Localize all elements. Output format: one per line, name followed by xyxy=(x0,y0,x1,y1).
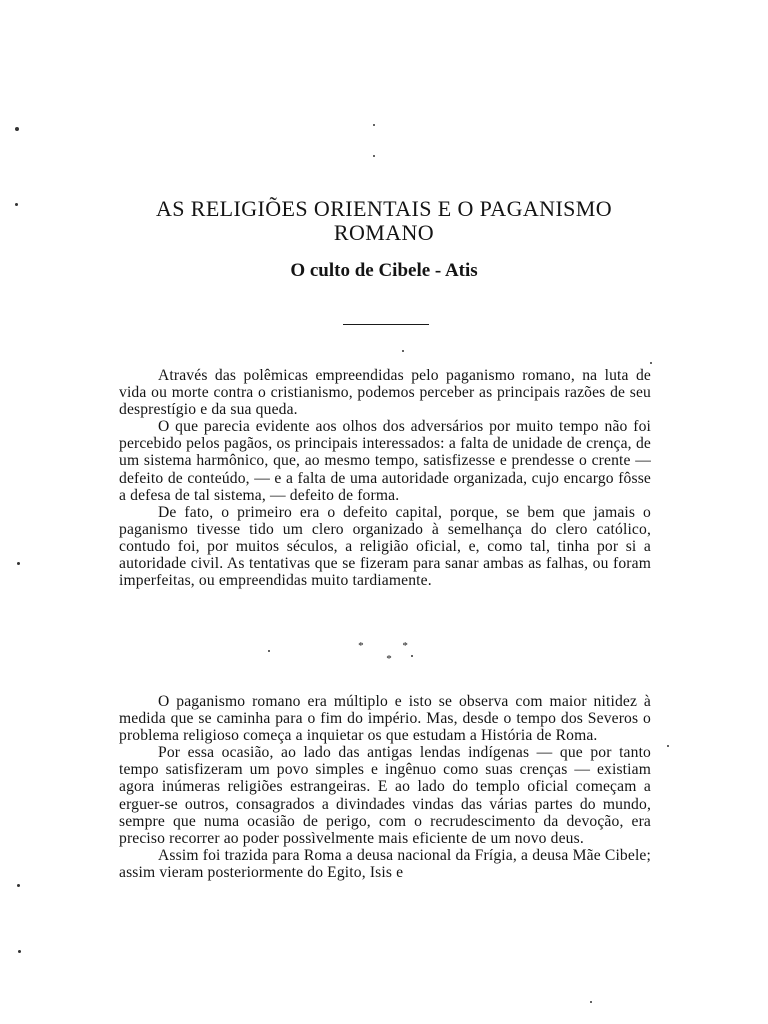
scan-speck xyxy=(411,655,413,657)
scan-speck xyxy=(17,562,20,565)
paragraph-4: O paganismo romano era múltiplo e isto se observa com maior nitidez à medida que se caminha para o fim do império. Mas, desde o tempo dos Severos o problema religioso começa a inquietar os que estudam a História de Roma. xyxy=(119,693,651,745)
paragraph-5: Por essa ocasião, ao lado das antigas lendas indígenas — que por tanto tempo satisfizeram um povo simples e ingênuo como suas crenças — existiam agora inúmeras religiões estrangeiras. E ao lado do templo oficial começam a erguer-se outros, consagrados a divindades vindas das várias partes do mundo, sempre que numa ocasião de perigo, com o recrudescimento da devoção, era preciso recorrer ao poder possìvelmente mais eficiente de um novo deus. xyxy=(119,744,651,847)
section-separator-asterisks xyxy=(330,640,440,666)
asterisks-top: * * xyxy=(358,640,426,652)
scan-speck xyxy=(650,362,652,364)
title-line-1: AS RELIGIÕES ORIENTAIS E O PAGANISMO xyxy=(155,196,613,221)
section-1 xyxy=(119,367,651,589)
scan-speck xyxy=(18,950,21,953)
paragraph-2: O que parecia evidente aos olhos dos adversários por muito tempo não foi percebido pelos pagãos, os principais interessados: a falta de unidade de crença, de um sistema harmônico, que, ao mesmo tempo, satisfizesse e prendesse o crente — defeito de conteúdo, — e a falta de uma autoridade organizada, cujo encargo fôsse a defesa de tal sistema, — defeito de forma. xyxy=(119,418,651,504)
title-divider xyxy=(343,324,429,325)
scan-speck xyxy=(15,203,18,206)
scan-speck xyxy=(15,127,19,131)
title-line-2: ROMANO xyxy=(333,220,435,245)
section-2 xyxy=(119,693,651,881)
scan-speck xyxy=(667,745,669,747)
asterisks-bottom: * xyxy=(386,653,392,665)
scan-speck xyxy=(590,1001,592,1003)
article-title xyxy=(120,197,648,245)
paragraph-1: Através das polêmicas empreendidas pelo paganismo romano, na luta de vida ou morte contra o cristianismo, podemos perceber as principais razões de seu desprestígio e da sua queda. xyxy=(119,367,651,419)
article-subtitle: O culto de Cibele - Atis xyxy=(290,260,478,281)
paragraph-3: De fato, o primeiro era o defeito capital, porque, se bem que jamais o paganismo tivesse tido um clero organizado à semelhança do clero católico, contudo foi, por muitos séculos, a religião oficial, e, como tal, tinha por si a autoridade civil. As tentativas que se fizeram para sanar ambas as falhas, ou foram imperfeitas, ou empreendidas muito tardiamente. xyxy=(119,503,651,590)
scan-speck xyxy=(268,650,270,652)
scan-speck xyxy=(373,155,375,157)
scan-speck xyxy=(373,124,375,126)
scan-speck xyxy=(402,350,404,352)
paragraph-6: Assim foi trazida para Roma a deusa nacional da Frígia, a deusa Mãe Cibele; assim vieram posteriormente do Egito, Isis e xyxy=(119,846,651,881)
scan-speck xyxy=(17,884,20,887)
